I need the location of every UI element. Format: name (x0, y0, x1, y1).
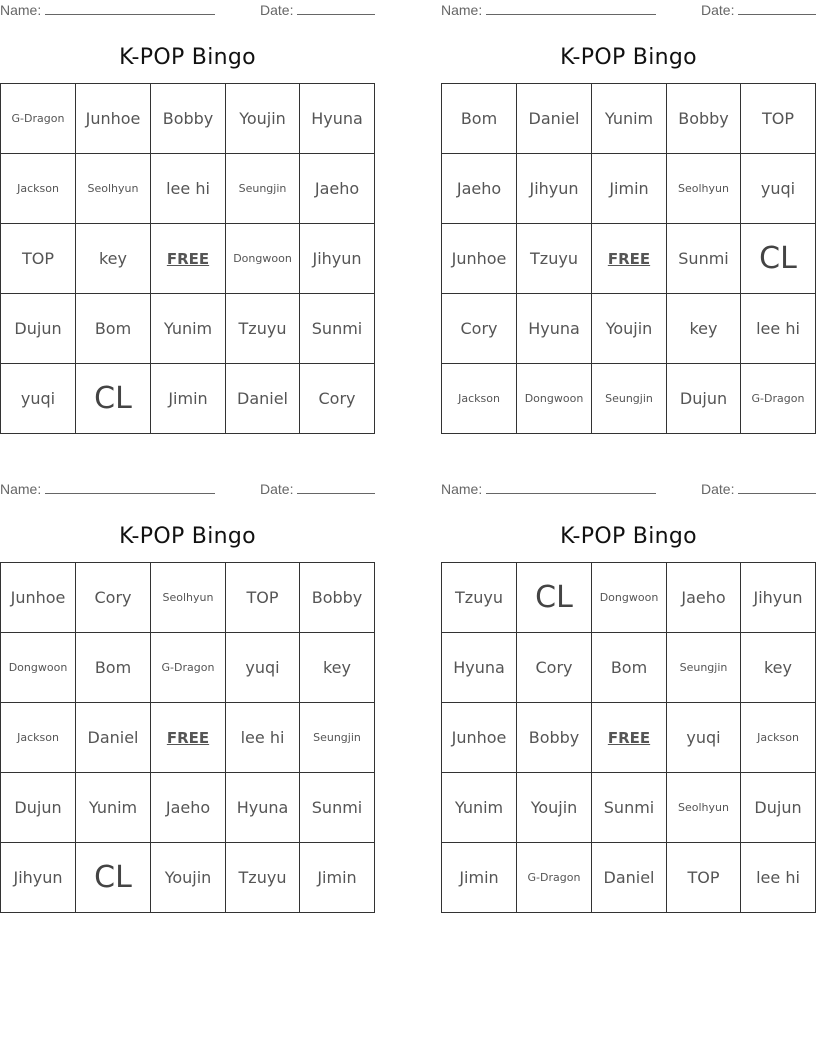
bingo-grid (441, 83, 816, 434)
bingo-cell: Hyuna (226, 773, 300, 843)
bingo-cell: Seungjin (300, 703, 375, 773)
name-line (45, 481, 215, 494)
date-field (260, 2, 375, 18)
bingo-cell: Yunim (151, 294, 226, 364)
bingo-cell: lee hi (151, 154, 226, 224)
bingo-cell: Jihyun (741, 563, 816, 633)
bingo-cell: Seolhyun (667, 773, 741, 843)
bingo-cell: Dujun (741, 773, 816, 843)
bingo-cell: lee hi (741, 843, 816, 913)
bingo-cell: Seungjin (667, 633, 741, 703)
bingo-cell: Seungjin (226, 154, 300, 224)
bingo-cell: Jihyun (1, 843, 76, 913)
bingo-card (441, 0, 816, 434)
bingo-cell: Dongwoon (226, 224, 300, 294)
bingo-cell: Jihyun (517, 154, 592, 224)
bingo-grid (441, 562, 816, 913)
bingo-cell: lee hi (741, 294, 816, 364)
bingo-card (0, 0, 375, 434)
bingo-cell: Bobby (151, 84, 226, 154)
date-field (701, 481, 816, 497)
bingo-cell: Youjin (517, 773, 592, 843)
bingo-cell: Tzuyu (442, 563, 517, 633)
bingo-cell: CL (517, 563, 592, 633)
date-label: Date: (701, 2, 735, 18)
date-field (260, 481, 375, 497)
bingo-grid (0, 562, 375, 913)
name-date-row (0, 479, 375, 501)
bingo-cell: Jackson (1, 703, 76, 773)
bingo-cell: Jaeho (151, 773, 226, 843)
bingo-cell: Dongwoon (592, 563, 667, 633)
bingo-cell: Seolhyun (667, 154, 741, 224)
name-field (441, 2, 656, 18)
name-field (0, 481, 215, 497)
bingo-cell: Bobby (517, 703, 592, 773)
bingo-cell: Hyuna (442, 633, 517, 703)
bingo-cell: G-Dragon (151, 633, 226, 703)
bingo-cell: Junhoe (76, 84, 151, 154)
name-field (441, 481, 656, 497)
bingo-cell: TOP (1, 224, 76, 294)
card-title: K-POP Bingo (119, 45, 256, 70)
bingo-cell: Junhoe (1, 563, 76, 633)
bingo-cell: Hyuna (300, 84, 375, 154)
bingo-cell: Seolhyun (76, 154, 151, 224)
bingo-cell: Tzuyu (226, 294, 300, 364)
bingo-cell: key (741, 633, 816, 703)
bingo-cell: Jimin (592, 154, 667, 224)
name-date-row (441, 479, 816, 501)
bingo-cell: Jackson (741, 703, 816, 773)
name-date-row (441, 0, 816, 22)
bingo-cell: Jaeho (667, 563, 741, 633)
date-line (297, 2, 375, 15)
bingo-cell: Cory (300, 364, 375, 434)
name-label: Name: (441, 481, 483, 497)
bingo-cell: Sunmi (300, 294, 375, 364)
bingo-cell: Jaeho (442, 154, 517, 224)
bingo-cell: Junhoe (442, 703, 517, 773)
card-title: K-POP Bingo (119, 524, 256, 549)
bingo-cell: yuqi (741, 154, 816, 224)
free-space: FREE (151, 703, 226, 773)
bingo-cell: CL (76, 364, 151, 434)
date-line (297, 481, 375, 494)
bingo-cell: Cory (442, 294, 517, 364)
bingo-cell: Cory (517, 633, 592, 703)
bingo-grid (0, 83, 375, 434)
date-label: Date: (701, 481, 735, 497)
bingo-cell: Daniel (517, 84, 592, 154)
bingo-cell: Yunim (592, 84, 667, 154)
name-line (486, 481, 656, 494)
bingo-cell: G-Dragon (741, 364, 816, 434)
bingo-cell: Junhoe (442, 224, 517, 294)
bingo-cell: Yunim (76, 773, 151, 843)
name-field (0, 2, 215, 18)
date-line (738, 2, 816, 15)
bingo-cell: Tzuyu (226, 843, 300, 913)
bingo-cell: Jimin (300, 843, 375, 913)
bingo-cell: Yunim (442, 773, 517, 843)
bingo-cell: Seolhyun (151, 563, 226, 633)
bingo-cell: Bobby (300, 563, 375, 633)
name-line (45, 2, 215, 15)
bingo-cell: Bobby (667, 84, 741, 154)
bingo-cell: Jihyun (300, 224, 375, 294)
bingo-cell: G-Dragon (1, 84, 76, 154)
card-title: K-POP Bingo (560, 45, 697, 70)
date-label: Date: (260, 481, 294, 497)
name-label: Name: (441, 2, 483, 18)
bingo-cell: Youjin (226, 84, 300, 154)
bingo-cell: Jimin (442, 843, 517, 913)
bingo-cell: Dongwoon (1, 633, 76, 703)
bingo-card (441, 479, 816, 913)
bingo-cell: lee hi (226, 703, 300, 773)
name-line (486, 2, 656, 15)
date-label: Date: (260, 2, 294, 18)
bingo-cell: Tzuyu (517, 224, 592, 294)
free-space: FREE (151, 224, 226, 294)
bingo-cell: TOP (667, 843, 741, 913)
bingo-cell: CL (76, 843, 151, 913)
bingo-cell: Youjin (592, 294, 667, 364)
bingo-cell: Jaeho (300, 154, 375, 224)
bingo-cell: Jimin (151, 364, 226, 434)
bingo-cell: TOP (226, 563, 300, 633)
card-title: K-POP Bingo (560, 524, 697, 549)
bingo-cell: G-Dragon (517, 843, 592, 913)
bingo-card (0, 479, 375, 913)
name-label: Name: (0, 2, 42, 18)
bingo-cell: Dongwoon (517, 364, 592, 434)
bingo-cell: Dujun (667, 364, 741, 434)
bingo-cell: yuqi (1, 364, 76, 434)
bingo-cell: Bom (76, 294, 151, 364)
date-field (701, 2, 816, 18)
name-label: Name: (0, 481, 42, 497)
bingo-cell: key (76, 224, 151, 294)
name-date-row (0, 0, 375, 22)
bingo-cell: yuqi (226, 633, 300, 703)
bingo-cell: Seungjin (592, 364, 667, 434)
bingo-cell: Sunmi (300, 773, 375, 843)
bingo-cell: Bom (592, 633, 667, 703)
bingo-cell: Dujun (1, 773, 76, 843)
bingo-cell: Hyuna (517, 294, 592, 364)
bingo-cell: key (667, 294, 741, 364)
bingo-cell: key (300, 633, 375, 703)
bingo-cell: Dujun (1, 294, 76, 364)
bingo-cell: yuqi (667, 703, 741, 773)
bingo-cell: Jackson (1, 154, 76, 224)
free-space: FREE (592, 703, 667, 773)
bingo-cell: Jackson (442, 364, 517, 434)
date-line (738, 481, 816, 494)
bingo-cell: Daniel (592, 843, 667, 913)
bingo-cell: Sunmi (592, 773, 667, 843)
bingo-cell: Daniel (76, 703, 151, 773)
bingo-cell: TOP (741, 84, 816, 154)
bingo-cell: CL (741, 224, 816, 294)
bingo-cell: Cory (76, 563, 151, 633)
bingo-cell: Youjin (151, 843, 226, 913)
bingo-cell: Bom (442, 84, 517, 154)
bingo-cell: Daniel (226, 364, 300, 434)
bingo-cell: Bom (76, 633, 151, 703)
bingo-cell: Sunmi (667, 224, 741, 294)
free-space: FREE (592, 224, 667, 294)
